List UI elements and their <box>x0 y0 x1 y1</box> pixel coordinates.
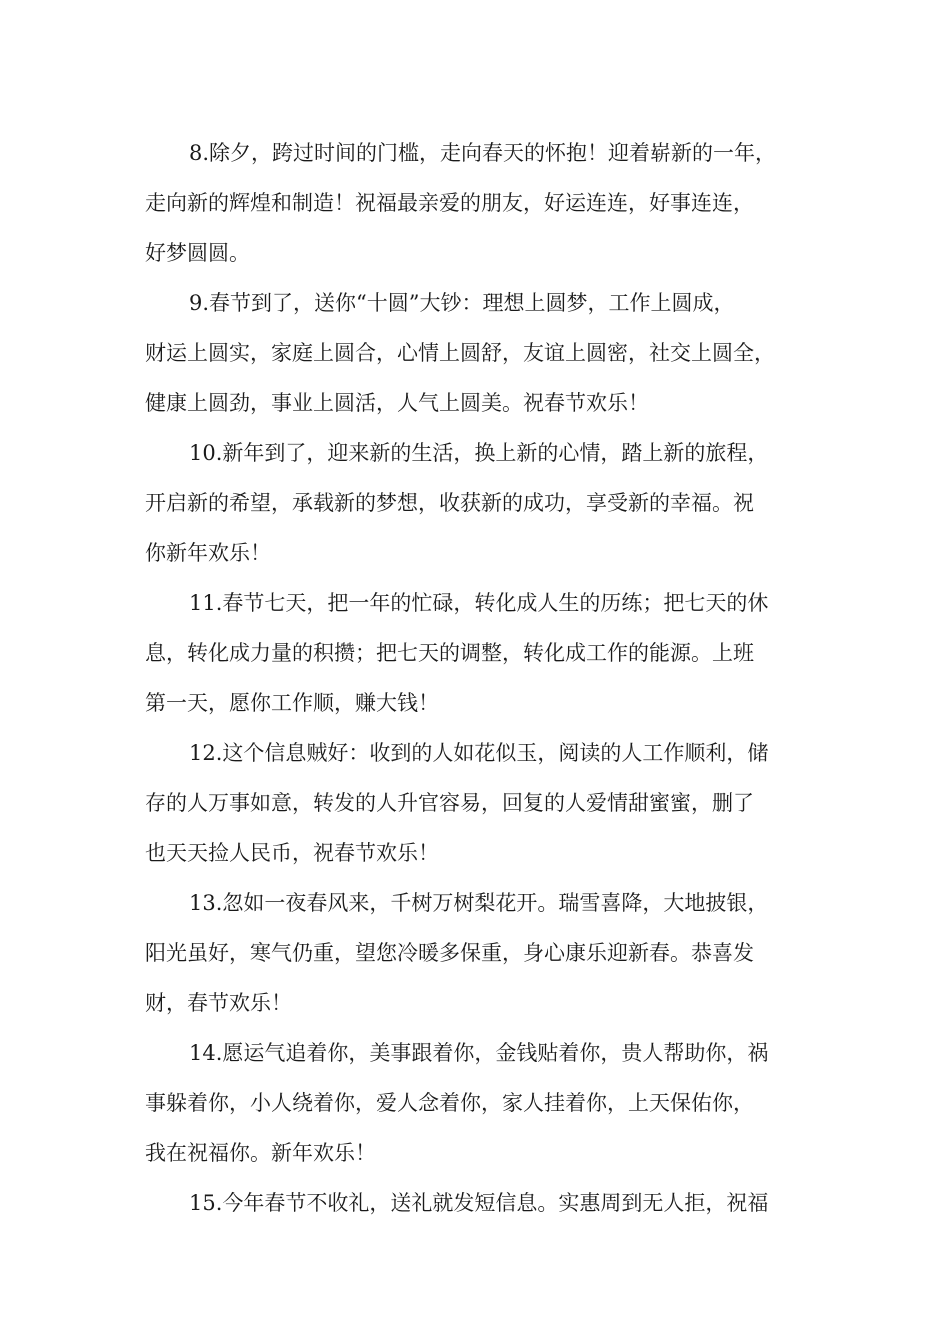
paragraph-13 <box>145 878 815 1028</box>
paragraph-11 <box>145 578 815 728</box>
paragraph-8 <box>145 128 815 278</box>
text-line: 13.忽如一夜春风来，千树万树梨花开。瑞雪喜降，大地披银， <box>189 891 769 915</box>
text-line: 8.除夕，跨过时间的门槛，走向春天的怀抱！迎着崭新的一年， <box>189 141 777 165</box>
text-line: 9.春节到了，送你“十圆”大钞：理想上圆梦，工作上圆成， <box>189 291 735 315</box>
text-line: 10.新年到了，迎来新的生活，换上新的心情，踏上新的旅程， <box>189 441 769 465</box>
text-line: 第一天，愿你工作顺，赚大钱！ <box>145 691 439 715</box>
text-line: 存的人万事如意，转发的人升官容易，回复的人爱情甜蜜蜜，删了 <box>145 791 754 815</box>
text-line: 息，转化成力量的积攒；把七天的调整，转化成工作的能源。上班 <box>145 641 754 665</box>
text-line: 走向新的辉煌和制造！祝福最亲爱的朋友，好运连连，好事连连， <box>145 191 754 215</box>
text-line: 也天天捡人民币，祝春节欢乐！ <box>145 841 439 865</box>
text-line: 我在祝福你。新年欢乐！ <box>145 1141 376 1165</box>
paragraph-9 <box>145 278 815 428</box>
text-line: 11.春节七天，把一年的忙碌，转化成人生的历练；把七天的休 <box>189 591 769 615</box>
document-body <box>145 128 815 1228</box>
text-line: 14.愿运气追着你，美事跟着你，金钱贴着你，贵人帮助你，祸 <box>189 1041 769 1065</box>
paragraph-15 <box>145 1178 815 1228</box>
text-line: 15.今年春节不收礼，送礼就发短信息。实惠周到无人拒，祝福 <box>189 1191 769 1215</box>
text-line: 12.这个信息贼好：收到的人如花似玉，阅读的人工作顺利，储 <box>189 741 769 765</box>
paragraph-12 <box>145 728 815 878</box>
text-line: 财运上圆实，家庭上圆合，心情上圆舒，友谊上圆密，社交上圆全， <box>145 341 775 365</box>
text-line: 阳光虽好，寒气仍重，望您冷暖多保重，身心康乐迎新春。恭喜发 <box>145 941 754 965</box>
text-line: 开启新的希望，承载新的梦想，收获新的成功，享受新的幸福。祝 <box>145 491 754 515</box>
paragraph-14 <box>145 1028 815 1178</box>
text-line: 财，春节欢乐！ <box>145 991 292 1015</box>
text-line: 好梦圆圆。 <box>145 241 250 265</box>
text-line: 健康上圆劲，事业上圆活，人气上圆美。祝春节欢乐！ <box>145 391 649 415</box>
text-line: 事躲着你，小人绕着你，爱人念着你，家人挂着你，上天保佑你， <box>145 1091 754 1115</box>
paragraph-10 <box>145 428 815 578</box>
text-line: 你新年欢乐！ <box>145 541 271 565</box>
